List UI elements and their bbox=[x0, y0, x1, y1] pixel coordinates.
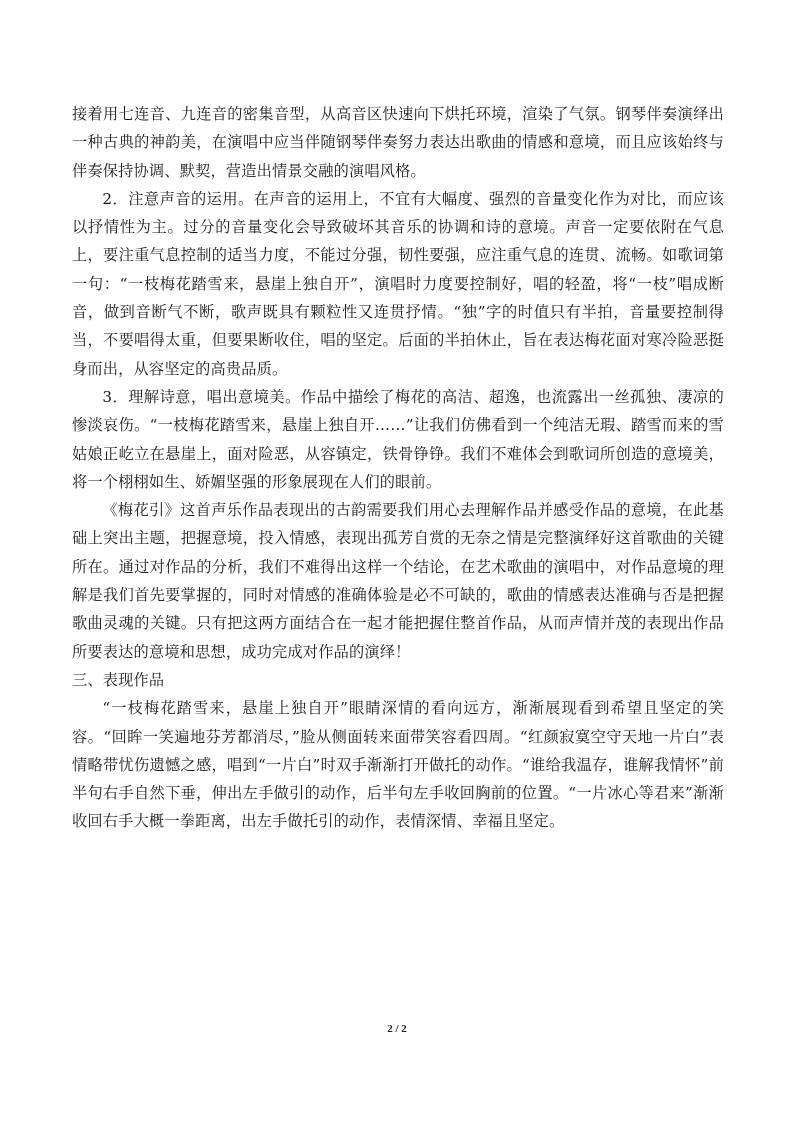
document-body bbox=[72, 100, 724, 836]
paragraph-performance: “一枝梅花踏雪来，悬崖上独自开”眼睛深情的看向远方，渐渐展现看到希望且坚定的笑容。“回眸一笑遍地芬芳都消尽，”脸从侧面转来面带笑容看四周。“红颜寂寞空守天地一片白”表情略带忧伤遗憾之感，唱到“一片白”时双手渐渐打开做托的动作。“谁给我温存，谁解我情怀”前半句右手自然下垂，伸出左手做引的动作，后半句左手收回胸前的位置。“一片冰心等君来”渐渐收回右手大概一拳距离，出左手做托引的动作，表情深情、幸福且坚定。 bbox=[72, 699, 724, 831]
paragraph-voice-usage: 2．注意声音的运用。在声音的运用上，不宜有大幅度、强烈的音量变化作为对比，而应该以抒情性为主。过分的音量变化会导致破坏其音乐的协调和诗的意境。声音一定要依附在气息上，要注重气息控制的适当力度，不能过分强，韧性要强，应注重气息的连贯、流畅。如歌词第一句：“一枝梅花踏雪来，悬崖上独自开”，演唱时力度要控制好，唱的轻盈，将“一枝”唱成断音，做到音断气不断，歌声既具有颗粒性又连贯抒情。“独”字的时值只有半拍，音量要控制得当，不要唱得太重，但要果断收住，唱的坚定。后面的半拍休止，旨在表达梅花面对寒冷险恶挺身而出，从容坚定的高贵品质。 bbox=[72, 189, 724, 378]
paragraph-poetic-mood: 3．理解诗意，唱出意境美。作品中描绘了梅花的高洁、超逸，也流露出一丝孤独、凄凉的惨淡哀伤。“一枝梅花踏雪来，悬崖上独自开……”让我们仿佛看到一个纯洁无瑕、踏雪而来的雪姑娘正屹立在悬崖上，面对险恶，从容镇定，铁骨铮铮。我们不难体会到歌词所创造的意境美，将一个栩栩如生、娇媚坚强的形象展现在人们的眼前。 bbox=[72, 387, 724, 491]
page-number: 2 / 2 bbox=[387, 1023, 407, 1035]
paragraph-summary: 《梅花引》这首声乐作品表现出的古韵需要我们用心去理解作品并感受作品的意境，在此基础上突出主题，把握意境，投入情感，表现出孤芳自赏的无奈之情是完整演绎好这首歌曲的关键所在。通过对作品的分析，我们不难得出这样一个结论，在艺术歌曲的演唱中，对作品意境的理解是我们首先要掌握的，同时对情感的准确体验是必不可缺的，歌曲的情感表达准确与否是把握歌曲灵魂的关键。只有把这两方面结合在一起才能把握住整首作品，从而声情并茂的表现出作品所要表达的意境和思想，成功完成对作品的演绎！ bbox=[72, 501, 724, 661]
section-heading: 三、表现作品 bbox=[72, 670, 165, 689]
paragraph-piano-accompaniment: 接着用七连音、九连音的密集音型，从高音区快速向下烘托环境，渲染了气氛。钢琴伴奏演绎出一种古典的神韵美，在演唱中应当伴随钢琴伴奏努力表达出歌曲的情感和意境，而且应该始终与伴奏保持协调、默契，营造出情景交融的演唱风格。 bbox=[72, 105, 724, 180]
